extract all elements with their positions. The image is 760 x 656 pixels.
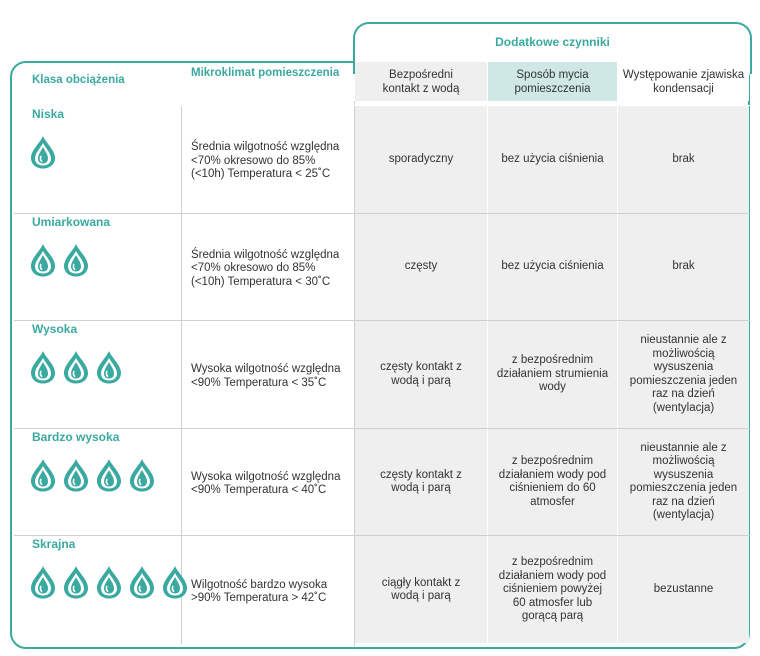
row-condensation <box>618 321 749 428</box>
drops-indicator <box>28 242 91 278</box>
drops-indicator <box>28 457 157 493</box>
header-washing-method <box>488 62 617 101</box>
water-drop-icon <box>127 457 157 493</box>
row-direct-contact-text: sporadyczny <box>388 152 454 165</box>
row-washing-method-text: z bezpośrednim działaniem wody pod ciśnieniem powyżej 60 atmosfer lub gorącą parą <box>498 556 607 623</box>
water-drop-icon <box>28 134 58 170</box>
row-direct-contact-text: ciągły kontakt z wodą i parą <box>381 576 461 602</box>
row-class-label: Skrajna <box>32 537 76 551</box>
row-direct-contact <box>355 536 487 644</box>
water-drop-icon <box>28 242 58 278</box>
water-drop-icon <box>160 564 190 600</box>
row-condensation <box>618 106 749 213</box>
row-direct-contact-text: częsty kontakt z wodą i parą <box>380 361 462 387</box>
header-direct-contact-text: Bezpośredni kontakt z wodą <box>382 68 460 95</box>
water-drop-icon <box>94 457 124 493</box>
row-class-label: Wysoka <box>32 322 78 336</box>
water-drop-icon <box>94 349 124 385</box>
row-condensation <box>618 214 749 320</box>
row-class-label: Umiarkowana <box>32 215 111 229</box>
row-microclimate: Wysoka wilgotność względna <90% Temperatura < 40˚C <box>191 470 341 496</box>
header-microclimate <box>191 66 341 80</box>
water-drop-icon <box>61 564 91 600</box>
water-drop-icon <box>28 564 58 600</box>
drops-indicator <box>28 564 190 600</box>
row-washing-method <box>488 214 617 320</box>
row-condensation <box>618 536 749 644</box>
row-condensation-text: brak <box>672 152 695 165</box>
row-direct-contact <box>355 106 487 213</box>
row-condensation-text: nieustannie ale z możliwością wysuszenia pomieszczenia jeden raz na dzień (wentylacja) <box>629 441 738 521</box>
water-drop-icon <box>28 349 58 385</box>
row-condensation-text: bezustanne <box>653 583 714 596</box>
row-washing-method-text: z bezpośrednim działaniem strumienia wody <box>496 354 609 394</box>
drops-indicator <box>28 134 58 170</box>
row-condensation-text: nieustannie ale z możliwością wysuszenia pomieszczenia jeden raz na dzień (wentylacja) <box>629 334 738 414</box>
row-class-label: Niska <box>32 107 65 121</box>
water-drop-icon <box>94 564 124 600</box>
water-drop-icon <box>61 242 91 278</box>
row-microclimate: Średnia wilgotność względna <70% okresowo do 85% (<10h) Temperatura < 30˚C <box>191 248 340 288</box>
row-microclimate: Średnia wilgotność względna <70% okresowo do 85% (<10h) Temperatura < 25˚C <box>191 141 340 180</box>
header-condensation-text: Występowanie zjawiska kondensacji <box>622 68 745 95</box>
water-drop-icon <box>61 349 91 385</box>
header-washing-method-text: Sposób mycia pomieszczenia <box>514 68 591 95</box>
header-load-class: Klasa obciążenia <box>32 74 125 86</box>
drops-indicator <box>28 349 124 385</box>
row-microclimate: Wysoka wilgotność względna <90% Temperatura < 35˚C <box>191 363 341 389</box>
row-washing-method <box>488 536 617 644</box>
row-direct-contact <box>355 214 487 320</box>
row-direct-contact <box>355 321 487 428</box>
header-microclimate-text: Mikroklimat pomieszczenia <box>191 67 340 79</box>
row-washing-method <box>488 106 617 213</box>
water-drop-icon <box>61 457 91 493</box>
row-washing-method-text: z bezpośrednim działaniem wody pod ciśnieniem do 60 atmosfer <box>498 455 607 508</box>
row-direct-contact-text: częsty kontakt z wodą i parą <box>380 468 462 494</box>
row-washing-method <box>488 429 617 535</box>
row-microclimate: Wilgotność bardzo wysoka >90% Temperatura > 42˚C <box>191 578 328 604</box>
water-drop-icon <box>28 457 58 493</box>
header-condensation <box>618 62 749 101</box>
row-washing-method <box>488 321 617 428</box>
water-drop-icon <box>127 564 157 600</box>
row-direct-contact <box>355 429 487 535</box>
row-direct-contact-text: częsty <box>404 260 438 273</box>
row-washing-method-text: bez użycia ciśnienia <box>501 260 604 273</box>
row-washing-method-text: bez użycia ciśnienia <box>501 152 604 165</box>
header-direct-contact <box>355 62 487 101</box>
extra-factors-title: Dodatkowe czynniki <box>495 35 610 49</box>
row-condensation <box>618 429 749 535</box>
row-condensation-text: brak <box>672 260 695 273</box>
row-class-label: Bardzo wysoka <box>32 430 120 444</box>
